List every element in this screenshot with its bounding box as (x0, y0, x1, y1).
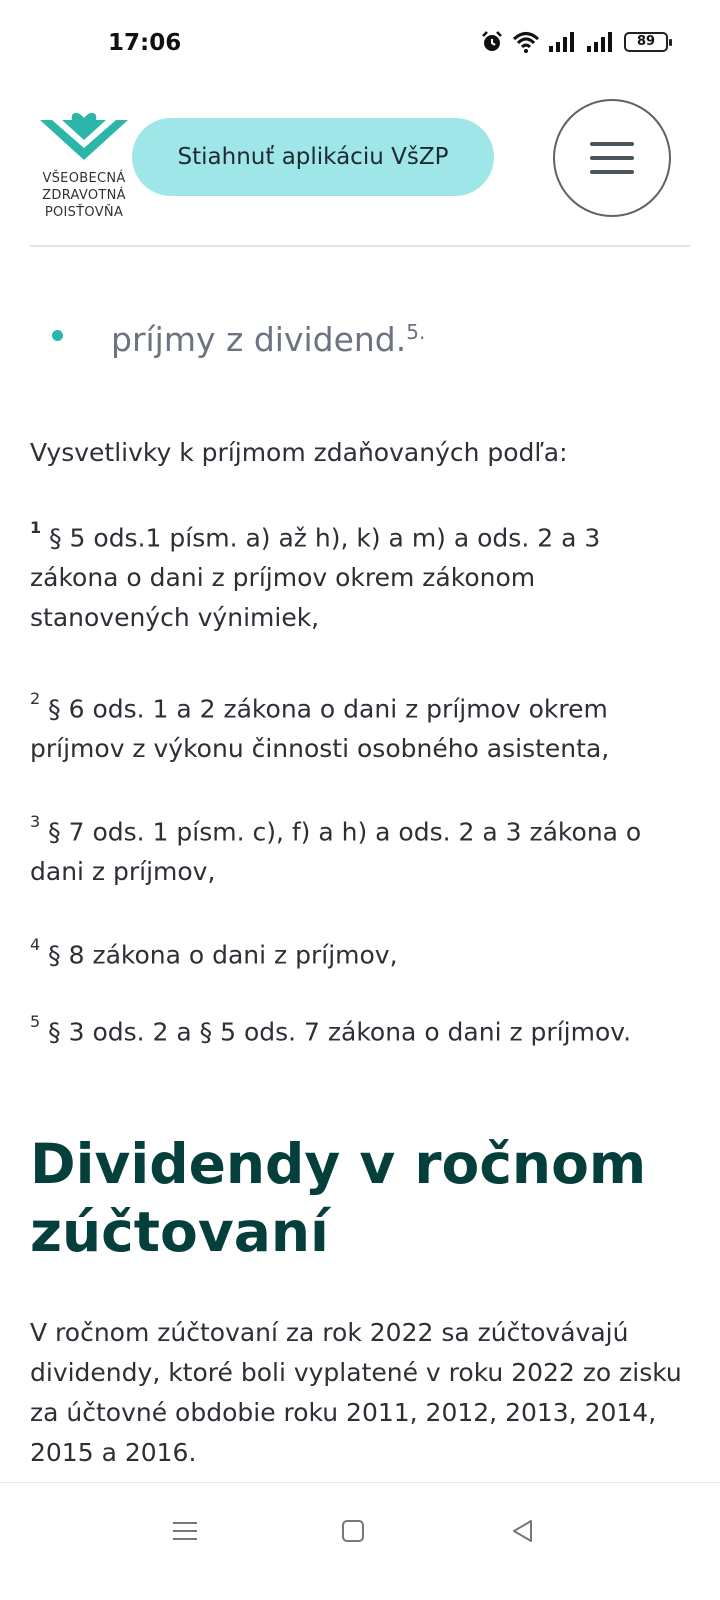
footnote-number: 3 (30, 812, 41, 831)
logo-line: ZDRAVOTNÁ (42, 188, 126, 203)
footnote-text: § 5 ods.1 písm. a) až h), k) a m) a ods. 2 a 3 zákona o dani z príjmov okrem zákonom stanovených výnimiek, (30, 523, 601, 633)
footnote-number: 4 (30, 935, 41, 954)
status-time: 17:06 (108, 30, 182, 56)
home-nav-button[interactable] (333, 1511, 373, 1551)
back-nav-button[interactable] (503, 1511, 543, 1551)
footnote-number: 5 (30, 1012, 41, 1031)
hamburger-icon (590, 140, 634, 176)
status-bar (0, 0, 720, 90)
vszp-logo[interactable] (34, 98, 134, 238)
back-nav-icon (510, 1518, 536, 1544)
status-icons (480, 30, 668, 54)
list-item-text: príjmy z dividend.$^{5.}$ (111, 320, 426, 359)
footnote-3 (30, 806, 690, 892)
notes-title: Vysvetlivky k príjmom zdaňovaných podľa: (30, 438, 568, 467)
body-paragraph: V ročnom zúčtovaní za rok 2022 sa zúčtovávajú dividendy, ktoré boli vyplatené v roku 2022 zo zisku za účtovné obdobie roku 2011, 2012, 2013, 2014, 2015 a 2016. (30, 1318, 682, 1467)
footnote-number: 2 (30, 689, 41, 708)
logo-line: VŠEOBECNÁ (42, 171, 126, 186)
footnote-4 (30, 929, 690, 975)
site-header (0, 90, 720, 250)
menu-button[interactable] (553, 99, 671, 217)
wifi-icon (512, 30, 540, 54)
list-item (30, 320, 425, 359)
footnote-text: § 6 ods. 1 a 2 zákona o dani z príjmov okrem príjmov z výkonu činnosti osobného asistenta, (30, 694, 610, 764)
menu-nav-icon (171, 1519, 199, 1543)
header-divider (30, 245, 690, 247)
home-nav-icon (340, 1518, 366, 1544)
section-heading: Dividendy v ročnom zúčtovaní (30, 1132, 647, 1264)
footnote-2 (30, 683, 690, 769)
download-app-button[interactable]: Stiahnuť aplikáciu VšZP (132, 118, 494, 196)
battery-icon (624, 32, 668, 52)
signal-icon (586, 31, 616, 53)
content-viewport[interactable] (0, 250, 720, 1482)
footnote-text: § 8 zákona o dani z príjmov, (48, 940, 398, 970)
footnote-text: § 7 ods. 1 písm. c), f) a h) a ods. 2 a 3 zákona o dani z príjmov, (30, 817, 642, 887)
logo-text (34, 170, 134, 221)
system-nav-bar (0, 1482, 720, 1600)
footnote-text: § 3 ods. 2 a § 5 ods. 7 zákona o dani z príjmov. (48, 1017, 632, 1047)
alarm-icon (480, 30, 504, 54)
footnote-number: 1 (30, 518, 42, 537)
logo-line: POISŤOVŇA (44, 205, 124, 220)
vszp-logo-icon (34, 98, 134, 168)
signal-icon (548, 31, 578, 53)
footnote-1 (30, 512, 690, 638)
bullet-icon (52, 330, 63, 341)
battery-level: 89 (636, 34, 656, 49)
menu-nav-button[interactable] (165, 1511, 205, 1551)
footnote-5 (30, 1006, 690, 1052)
